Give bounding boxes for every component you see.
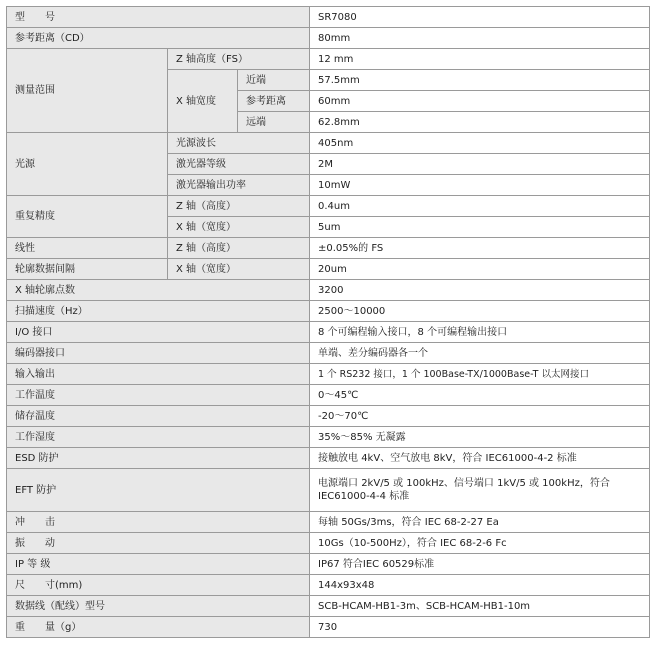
table-row bbox=[7, 196, 650, 217]
row-label-dimensions: 尺 寸(mm) bbox=[7, 575, 310, 596]
row-value-linearity: ±0.05%的 FS bbox=[310, 238, 650, 259]
table-row bbox=[7, 512, 650, 533]
sub-label-repeat-z: Z 轴（高度） bbox=[168, 196, 310, 217]
sub-value-repeat-x: 5um bbox=[310, 217, 650, 238]
sub-label-x-width: X 轴宽度 bbox=[168, 70, 238, 133]
row-value-cable-model: SCB-HCAM-HB1-3m、SCB-HCAM-HB1-10m bbox=[310, 596, 650, 617]
row-value-profile-interval: 20um bbox=[310, 259, 650, 280]
row-value-encoder: 单端、差分编码器各一个 bbox=[310, 343, 650, 364]
row-label-storage-temp: 储存温度 bbox=[7, 406, 310, 427]
row-label-weight: 重 量（g） bbox=[7, 617, 310, 638]
row-label-humidity: 工作湿度 bbox=[7, 427, 310, 448]
table-row bbox=[7, 7, 650, 28]
sub-label-linearity-z: Z 轴（高度） bbox=[168, 238, 310, 259]
table-row bbox=[7, 343, 650, 364]
table-row bbox=[7, 133, 650, 154]
table-row bbox=[7, 238, 650, 259]
sub-value-reference: 60mm bbox=[310, 91, 650, 112]
sub-value-repeat-z: 0.4um bbox=[310, 196, 650, 217]
row-label-profile-interval: 轮廓数据间隔 bbox=[7, 259, 168, 280]
spec-table bbox=[6, 6, 650, 638]
row-label-ip-rating: IP 等 级 bbox=[7, 554, 310, 575]
row-value-operating-temp: 0～45℃ bbox=[310, 385, 650, 406]
table-row bbox=[7, 533, 650, 554]
table-row bbox=[7, 259, 650, 280]
row-label-shock: 冲 击 bbox=[7, 512, 310, 533]
sub-value-z-height: 12 mm bbox=[310, 49, 650, 70]
sub-label-z-height: Z 轴高度（FS） bbox=[168, 49, 310, 70]
sub-label-reference: 参考距离 bbox=[238, 91, 310, 112]
sub-label-near: 近端 bbox=[238, 70, 310, 91]
table-row bbox=[7, 406, 650, 427]
table-row bbox=[7, 427, 650, 448]
sub-value-near: 57.5mm bbox=[310, 70, 650, 91]
table-row bbox=[7, 385, 650, 406]
row-label-encoder: 编码器接口 bbox=[7, 343, 310, 364]
row-label-operating-temp: 工作温度 bbox=[7, 385, 310, 406]
sub-label-profile-interval-x: X 轴（宽度） bbox=[168, 259, 310, 280]
table-row bbox=[7, 596, 650, 617]
row-value-ip-rating: IP67 符合IEC 60529标准 bbox=[310, 554, 650, 575]
sub-value-far: 62.8mm bbox=[310, 112, 650, 133]
row-value-humidity: 35%～85% 无凝露 bbox=[310, 427, 650, 448]
row-label-io: I/O 接口 bbox=[7, 322, 310, 343]
table-row bbox=[7, 617, 650, 638]
row-label-repeatability: 重复精度 bbox=[7, 196, 168, 238]
row-value-weight: 730 bbox=[310, 617, 650, 638]
sub-value-laser-class: 2M bbox=[310, 154, 650, 175]
row-value-dimensions: 144x93x48 bbox=[310, 575, 650, 596]
row-value-scan-speed: 2500～10000 bbox=[310, 301, 650, 322]
row-value-storage-temp: -20～70℃ bbox=[310, 406, 650, 427]
table-row bbox=[7, 554, 650, 575]
sub-value-laser-power: 10mW bbox=[310, 175, 650, 196]
row-label-vibration: 振 动 bbox=[7, 533, 310, 554]
row-label-model: 型 号 bbox=[7, 7, 310, 28]
row-value-x-points: 3200 bbox=[310, 280, 650, 301]
sub-label-repeat-x: X 轴（宽度） bbox=[168, 217, 310, 238]
table-row bbox=[7, 448, 650, 469]
sub-label-far: 远端 bbox=[238, 112, 310, 133]
table-row bbox=[7, 280, 650, 301]
row-label-io-ports: 输入输出 bbox=[7, 364, 310, 385]
sub-label-laser-class: 激光器等级 bbox=[168, 154, 310, 175]
table-row bbox=[7, 469, 650, 512]
row-label-measurement-range: 测量范围 bbox=[7, 49, 168, 133]
row-value-esd: 接触放电 4kV、空气放电 8kV，符合 IEC61000-4-2 标准 bbox=[310, 448, 650, 469]
table-row bbox=[7, 575, 650, 596]
row-value-eft: 电源端口 2kV/5 或 100kHz、信号端口 1kV/5 或 100kHz，符合 IEC61000-4-4 标准 bbox=[310, 469, 650, 512]
row-label-linearity: 线性 bbox=[7, 238, 168, 259]
table-row bbox=[7, 364, 650, 385]
sub-label-laser-power: 激光器输出功率 bbox=[168, 175, 310, 196]
row-value-model: SR7080 bbox=[310, 7, 650, 28]
row-value-shock: 每轴 50Gs/3ms，符合 IEC 68-2-27 Ea bbox=[310, 512, 650, 533]
row-label-x-points: X 轴轮廓点数 bbox=[7, 280, 310, 301]
row-label-reference-distance: 参考距离（CD） bbox=[7, 28, 310, 49]
table-row bbox=[7, 28, 650, 49]
row-value-io-ports: 1 个 RS232 接口，1 个 100Base-TX/1000Base-T 以太网接口 bbox=[310, 364, 650, 385]
row-value-vibration: 10Gs（10-500Hz），符合 IEC 68-2-6 Fc bbox=[310, 533, 650, 554]
row-value-reference-distance: 80mm bbox=[310, 28, 650, 49]
sub-label-wavelength: 光源波长 bbox=[168, 133, 310, 154]
table-row bbox=[7, 49, 650, 70]
row-label-scan-speed: 扫描速度（Hz） bbox=[7, 301, 310, 322]
row-label-esd: ESD 防护 bbox=[7, 448, 310, 469]
row-label-eft: EFT 防护 bbox=[7, 469, 310, 512]
table-row bbox=[7, 322, 650, 343]
row-value-io: 8 个可编程输入接口，8 个可编程输出接口 bbox=[310, 322, 650, 343]
row-label-cable-model: 数据线（配线）型号 bbox=[7, 596, 310, 617]
sub-value-wavelength: 405nm bbox=[310, 133, 650, 154]
table-row bbox=[7, 301, 650, 322]
row-label-light-source: 光源 bbox=[7, 133, 168, 196]
